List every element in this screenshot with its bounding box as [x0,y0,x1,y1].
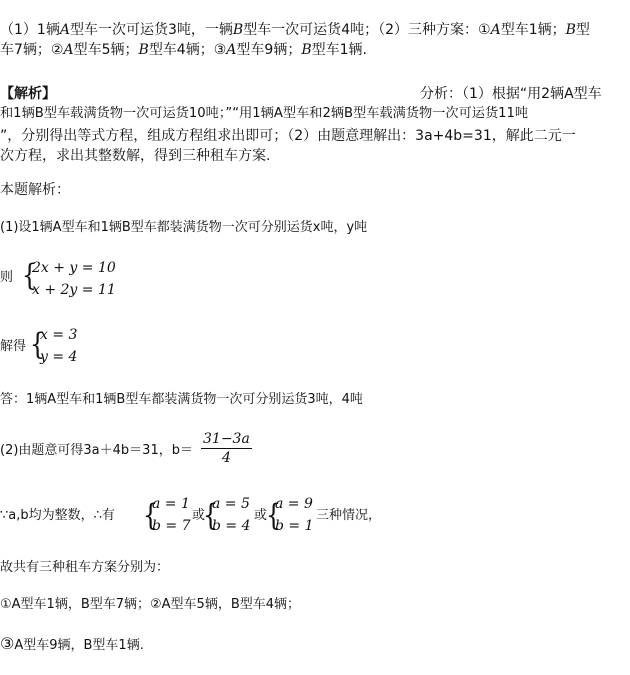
fraction-numerator: 31−3a [203,431,250,447]
answer-var: A [59,22,70,38]
plans-heading: 故共有三种租车方案分别为： [0,560,170,575]
case-2-a: a = 5 [212,496,250,512]
plan-3-b: B型车1辆. [83,638,144,653]
plan-3 [0,634,144,656]
plan-3-marker: ③ [0,634,15,653]
analysis-tag: 【解析】 [0,86,56,102]
or-2: 或 [254,508,268,523]
answer-text: 型车一次可运货 [69,22,168,38]
answer-part-1: 答：1辆A型车和1辆B型车都装满货物一次可分别运货3吨，4吨 [0,392,363,407]
answer-text: 辆； [537,22,566,38]
case-3-a: a = 9 [275,496,313,512]
answer-num: 4 [341,22,351,38]
solution-step-1: (1)设1辆A型车和1辆B型车都装满货物一次可分别运货x吨，y吨 [0,220,368,235]
answer-text: 型 [575,22,590,38]
case-3-b: b = 1 [275,518,314,534]
solution-y: y = 4 [40,349,78,365]
answer-var: A [63,42,74,58]
case-2-brace: { [202,498,219,533]
equation-1: 2x + y = 10 [32,260,116,276]
plan-3-a: A型车9辆， [14,638,84,653]
answer-var: A [226,42,237,58]
solution-x: x = 3 [40,327,78,343]
answer-text: 型车一次可运货 [243,22,342,38]
system-brace: { [21,258,38,293]
case-2-b: b = 4 [212,518,251,534]
answer-text: 型车5辆； [73,42,139,58]
case-1-a: a = 1 [152,496,190,512]
integer-condition: ∵a,b均为整数，∴有 [0,508,115,523]
or-1: 或 [192,508,206,523]
answer-text: 吨；（2）三种方案：① [350,22,491,38]
equation-2: x + 2y = 11 [32,282,116,298]
answer-text: 吨，一辆 [176,22,233,38]
answer-var: B [232,22,244,38]
solution-brace: { [29,327,46,362]
answer-num: 3 [167,22,177,38]
answer-text: 型车 [500,22,529,38]
answer-num: 1 [528,22,538,38]
answer-line-2 [0,40,367,60]
analysis-text: ”，分别得出等式方程，组成方程组求出即可；（2）由题意理解出： [0,128,416,144]
case-3-brace: { [265,498,282,533]
analysis-text: ，解此二元一 [491,128,576,144]
answer-var: B [138,42,149,58]
solution-heading: 本题解析： [0,182,70,198]
three-cases-text: 三种情况， [316,508,382,523]
analysis-line-4: 次方程，求出其整数解，得到三种租车方案. [0,148,271,164]
answer-part-label-1: （1） [0,22,37,38]
answer-text: 型车1辆. [311,42,367,58]
analysis-equation: 3a+4b=31 [415,128,492,144]
then-label: 则 [0,270,14,285]
answer-line-1 [0,20,590,40]
analysis-line-3 [0,126,576,146]
fraction-denominator: 4 [221,450,231,466]
solution-step-2: (2)由题意可得3a＋4b＝31，b＝ [0,443,193,458]
plans-1-2: ①A型车1辆，B型车7辆；②A型车5辆，B型车4辆； [0,597,301,612]
analysis-line-2: 和1辆B型车载满货物一次可运货10吨；”“用1辆A型车和2辆B型车载满货物一次可运货11吨 [0,106,529,121]
answer-var: A [490,22,501,38]
answer-var: B [565,22,576,38]
analysis-intro: 分析：（1）根据“用2辆A型车 [420,86,602,102]
solved-label: 解得 [0,339,27,354]
answer-text: 型车9辆； [236,42,302,58]
answer-var: B [301,42,312,58]
answer-text: 1辆 [36,22,60,38]
b-fraction [201,430,252,467]
case-1-b: b = 7 [152,518,191,534]
case-1-brace: { [142,498,159,533]
answer-text: 车7辆；② [0,42,64,58]
answer-text: 型车4辆；③ [148,42,227,58]
